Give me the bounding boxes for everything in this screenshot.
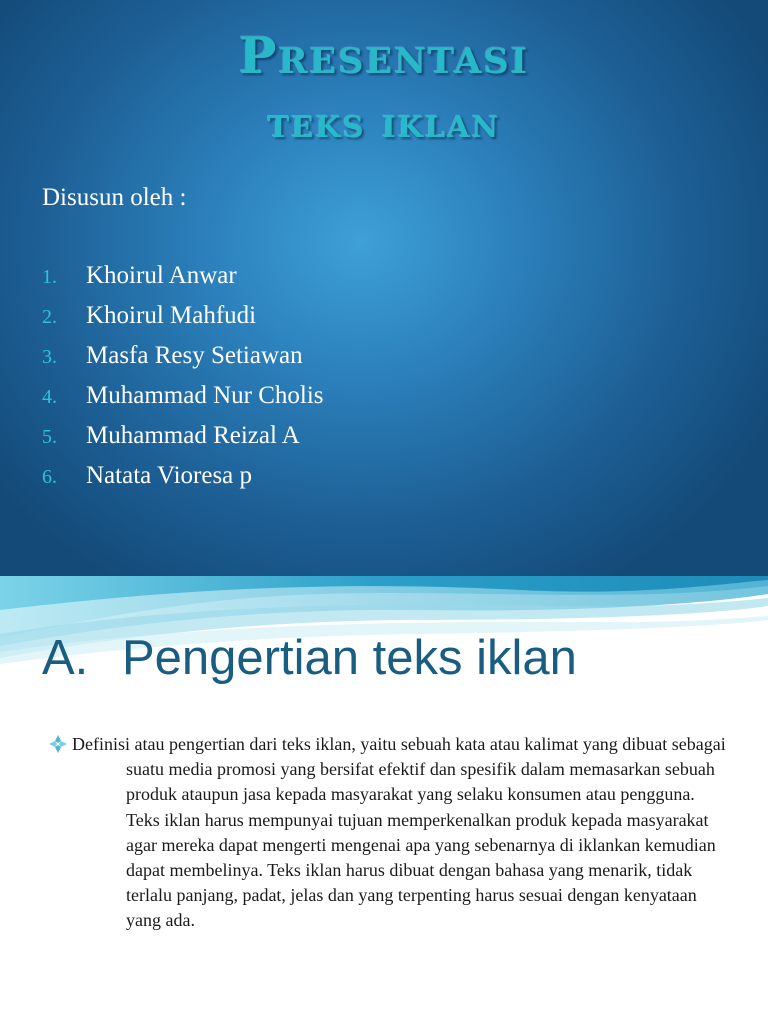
byline: Disusun oleh : — [42, 184, 187, 211]
list-number: 4. — [42, 386, 57, 408]
section-title: Pengertian teks iklan — [122, 631, 577, 685]
list-number: 1. — [42, 266, 57, 288]
definition-bullet — [48, 732, 728, 934]
section-heading — [42, 630, 577, 686]
definition-paragraph: Definisi atau pengertian dari teks iklan, yaitu sebuah kata atau kalimat yang dibuat sebagai suatu media promosi yang bersifat efektif dan spesifik dalam memasarkan sebuah produk ataupun jasa kepada masyarakat yang selaku konsumen atau pengguna. Teks iklan harus mempunyai tujuan memperkenalkan produk kepada masyarakat agar mereka dapat mengerti mengenai apa yang sebenarnya di iklankan kemudian dapat membelinya. Teks iklan harus dibuat dengan bahasa yang menarik, tidak terlalu panjang, padat, jelas dan yang terpenting harus sesuai dengan kenyataan yang ada. — [72, 734, 726, 931]
list-number: 5. — [42, 426, 57, 448]
member-name: Masfa Resy Setiawan — [86, 342, 303, 369]
list-item — [42, 302, 324, 342]
list-item — [42, 462, 324, 502]
member-name: Muhammad Reizal A — [86, 422, 300, 449]
list-number: 6. — [42, 466, 57, 488]
list-number: 2. — [42, 306, 57, 328]
slide-title-line-1: Presentasi — [238, 26, 530, 85]
section-letter: A. — [42, 631, 89, 685]
member-name: Khoirul Anwar — [86, 262, 237, 289]
slide-title-line-2: teks iklan — [267, 98, 501, 147]
member-name: Khoirul Mahfudi — [86, 302, 257, 329]
member-name: Muhammad Nur Cholis — [86, 382, 324, 409]
list-item — [42, 422, 324, 462]
list-number: 3. — [42, 346, 57, 368]
diamond-bullet-icon — [48, 734, 68, 754]
member-name: Natata Vioresa p — [86, 462, 253, 489]
list-item — [42, 262, 324, 302]
list-item — [42, 382, 324, 422]
member-list — [42, 262, 324, 502]
list-item — [42, 342, 324, 382]
